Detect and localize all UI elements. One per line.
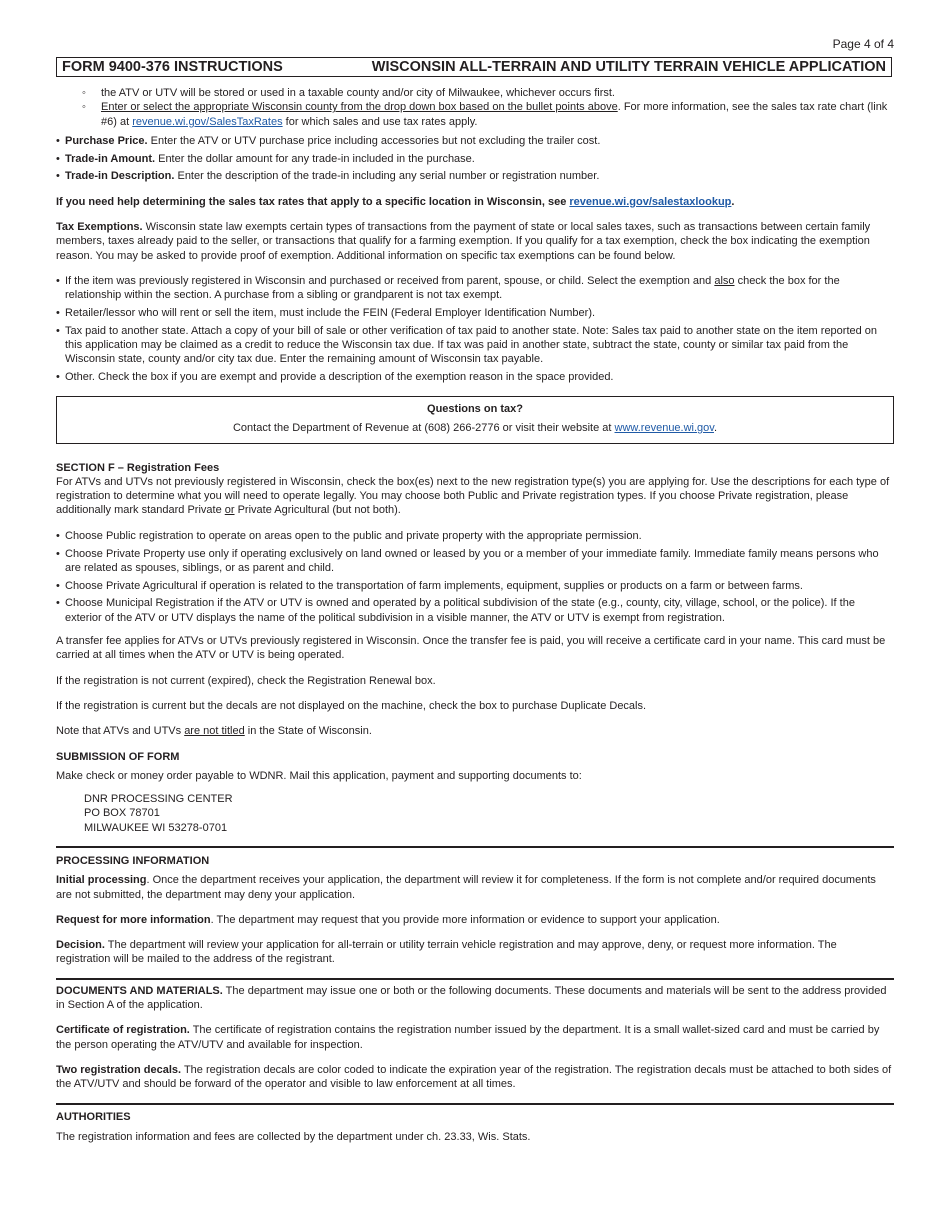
divider (56, 978, 894, 980)
divider (56, 1103, 894, 1105)
page-number: Page 4 of 4 (832, 37, 894, 51)
sales-tax-rates-link[interactable]: revenue.wi.gov/SalesTaxRates (132, 115, 283, 128)
renewal-text: If the registration is not current (expired), check the Registration Renewal box. (56, 674, 436, 687)
submission-text: Make check or money order payable to WDNR. Mail this application, payment and supporting documents to: (56, 769, 582, 782)
not-titled-note: Note that ATVs and UTVs are not titled in the State of Wisconsin. (56, 725, 372, 738)
trade-in-amount-item: • Trade-in Amount. Enter the dollar amount for any trade-in included in the purchase. (56, 152, 894, 166)
documents-materials: DOCUMENTS AND MATERIALS. The department may issue one or both or the following documents. These documents and materials will be sent to the address provided in Section A of the application. (56, 984, 887, 1012)
processing-heading: PROCESSING INFORMATION (56, 854, 210, 867)
registration-private-agricultural: • Choose Private Agricultural if operation is related to the transportation of farm implements, equipment, supplies or products on a farm or between farms. (56, 579, 894, 593)
revenue-website-link[interactable]: www.revenue.wi.gov (614, 421, 714, 434)
submission-heading: SUBMISSION OF FORM (56, 750, 180, 763)
county-sub-bullets (56, 86, 894, 129)
instructions-content (56, 86, 894, 1144)
exemption-retailer: • Retailer/lessor who will rent or sell the item, must include the FEIN (Federal Employer Identification Number). (56, 306, 894, 320)
exemption-bullets (56, 274, 894, 385)
address-line: DNR PROCESSING CENTER (84, 793, 233, 806)
address-line: PO BOX 78701 (84, 807, 160, 820)
sub-bullet-county: ◦ Enter or select the appropriate Wisconsin county from the drop down box based on the bullet points above. For more information, see the sales tax rate chart (link #6) at revenue.wi.gov/SalesTaxRates for which sales and use tax rates apply. (82, 100, 894, 129)
registration-private-property: • Choose Private Property use only if operating exclusively on land owned or leased by you or a member of your immediate family. Immediate family means persons who are related as spouses, siblings, or as parent and child. (56, 547, 894, 576)
address-line: MILWAUKEE WI 53278-0701 (84, 821, 228, 834)
sub-bullet-storage: ◦ the ATV or UTV will be stored or used in a taxable county and/or city of Milwaukee, whichever occurs first. (82, 86, 894, 100)
transfer-fee-text: A transfer fee applies for ATVs or UTVs previously registered in Wisconsin. Once the transfer fee is paid, you will receive a certificate card in your name. This card must be carried at all times when the ATV or UTV is being operated. (56, 635, 886, 662)
sales-tax-help: If you need help determining the sales tax rates that apply to a specific location in Wisconsin, see revenue.wi.gov/salestaxlookup. (56, 195, 735, 208)
authorities-heading: AUTHORITIES (56, 1110, 131, 1123)
section-f-intro: For ATVs and UTVs not previously registered in Wisconsin, check the box(es) next to the new registration type(s) you are applying for. Use the descriptions for each type of registration to determine what you will need to operate legally. You may choose both Public and Private registration types. If you choose Private registration, please additionally mark standard Private or Private Agricultural (but not both). (56, 475, 890, 517)
questions-text: Contact the Department of Revenue at (608) 266-2776 or visit their website at www.revenue.wi.gov. (232, 421, 718, 434)
registration-decals: Two registration decals. The registration decals are color coded to indicate the expiration year of the registration. The registration decals must be attached to both sides of the ATV/UTV and should be forward of the operator and visible to law enforcement at all times. (56, 1063, 892, 1091)
tax-exemptions-paragraph: Tax Exemptions. Wisconsin state law exempts certain types of transactions from the payment of state or local sales taxes, such as transactions between certain family members, taxes already paid to the seller, or transactions that qualify for a farming exemption. If you qualify for a tax exemption, check the box indicating the exemption reason. You may be asked to provide proof of exemption. Additional information on specific tax exemptions can be found below. (56, 221, 871, 262)
registration-public: • Choose Public registration to operate on areas open to the public and private property with the appropriate permission. (56, 529, 894, 543)
purchase-bullets (56, 134, 894, 184)
authorities-text: The registration information and fees are collected by the department under ch. 23.33, Wis. Stats. (56, 1130, 531, 1143)
divider (56, 846, 894, 848)
form-id: FORM 9400-376 INSTRUCTIONS (62, 59, 283, 75)
trade-in-description-item: • Trade-in Description. Enter the description of the trade-in including any serial number or registration number. (56, 169, 894, 183)
questions-heading: Questions on tax? (427, 402, 523, 415)
form-title: WISCONSIN ALL-TERRAIN AND UTILITY TERRAIN VEHICLE APPLICATION (371, 59, 886, 75)
mailing-address (84, 792, 894, 835)
certificate-of-registration: Certificate of registration. The certificate of registration contains the registration number issued by the department. It is a small wallet-sized card and must be carried by the person operating the ATV/UTV and available for inspection. (56, 1024, 880, 1051)
exemption-other: • Other. Check the box if you are exempt and provide a description of the exemption reason in the space provided. (56, 370, 894, 384)
decision-text: Decision. The department will review your application for all-terrain or utility terrain vehicle registration and may approve, deny, or request more information. The registration will be mailed to the address of the registrant. (56, 939, 837, 966)
section-f-heading: SECTION F – Registration Fees (56, 461, 220, 474)
duplicate-decals-text: If the registration is current but the decals are not displayed on the machine, check the box to purchase Duplicate Decals. (56, 699, 647, 712)
questions-on-tax-box (56, 396, 894, 444)
exemption-family: • If the item was previously registered in Wisconsin and purchased or received from parent, spouse, or child. Select the exemption and also check the box for the relationship within the section. A purchase from a sibling or grandparent is not tax exempt. (56, 274, 894, 303)
form-title-bar (56, 57, 892, 77)
request-more-info: Request for more information. The department may request that you provide more information or evidence to support your application. (56, 913, 720, 926)
registration-municipal: • Choose Municipal Registration if the ATV or UTV is owned and operated by a political subdivision of the state (e.g., county, city, village, school, or the police). If the exterior of the ATV or UTV displays the name of the political subdivision in a visible manner, the ATV or UTV is exempt from registration. (56, 596, 894, 625)
registration-type-bullets (56, 529, 894, 625)
exemption-other-state: • Tax paid to another state. Attach a copy of your bill of sale or other verification of tax paid to another state. Note: Sales tax paid to another state on the item reported on this application may be claimed as a credit to reduce the Wisconsin tax due. If tax was paid in another state, subtract the state, county or similar tax paid from the Wisconsin state, county and/or city tax due. Enter the remaining amount of Wisconsin tax payable. (56, 324, 894, 367)
purchase-price-item: • Purchase Price. Enter the ATV or UTV purchase price including accessories but not excluding the trailer cost. (56, 134, 894, 148)
county-instruction: Enter or select the appropriate Wisconsin county from the drop down box based on the bullet points above (101, 101, 618, 114)
sales-tax-lookup-link[interactable]: revenue.wi.gov/salestaxlookup (569, 195, 732, 208)
initial-processing: Initial processing. Once the department receives your application, the department will review it for completeness. If the form is not complete and/or required documents are not submitted, the department may deny your application. (56, 874, 876, 901)
